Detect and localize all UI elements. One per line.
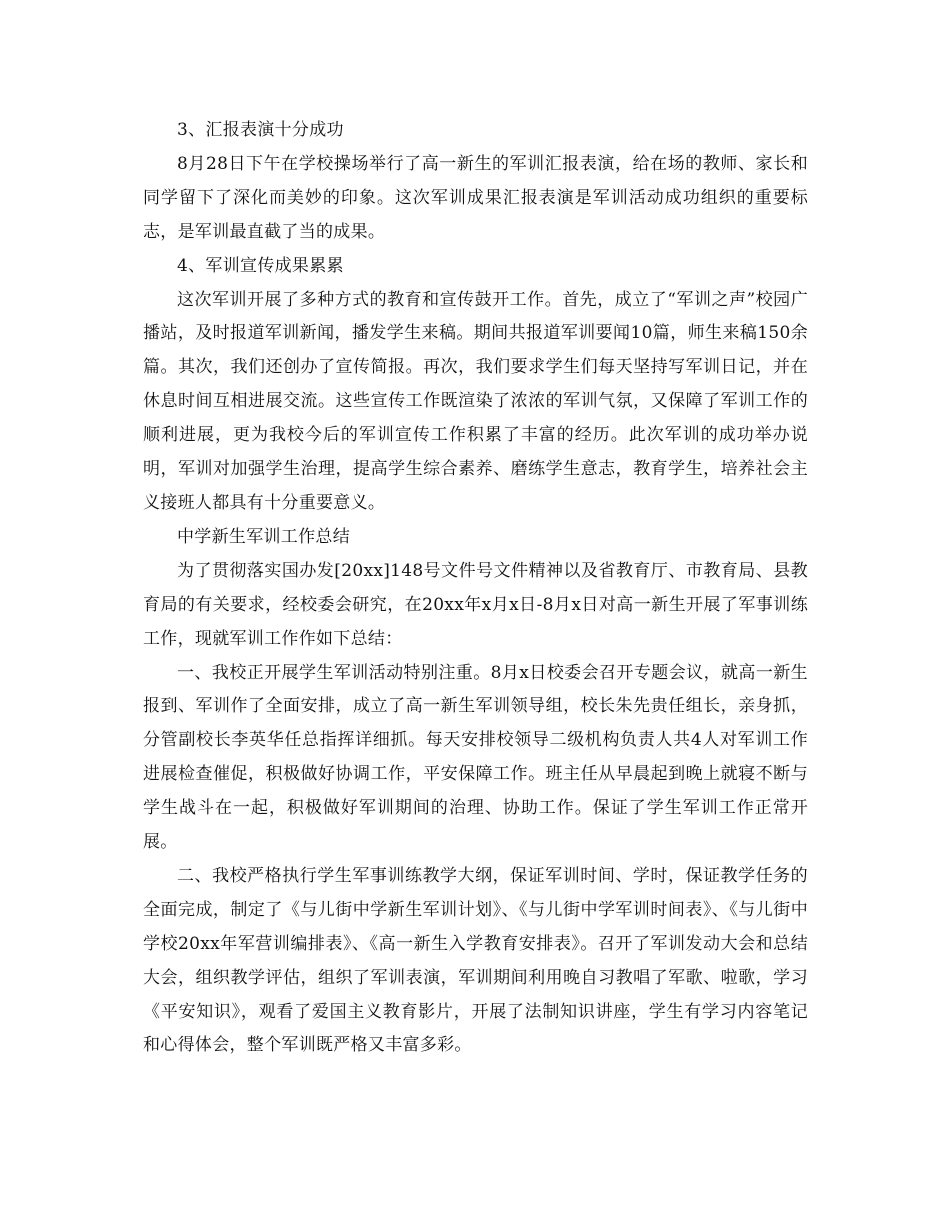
paragraph-introduction: 为了贯彻落实国办发[20xx]148号文件号文件精神以及省教育厅、市教育局、县教育局的有关要求，经校委会研究，在20xx年x月x日-8月x日对高一新生开展了军事训练工作，现就军训工作作如下总结： [143,560,808,649]
paragraph-publicity: 这次军训开展了多种方式的教育和宣传鼓开工作。首先，成立了“军训之声”校园广播站，及时报道军训新闻，播发学生来稿。期间共报道军训要闻10篇，师生来稿150余篇。其次，我们还创办了宣传简报。再次，我们要求学生们每天坚持写军训日记，并在休息时间互相进展交流。这些宣传工作既渲染了浓浓的军训气氛，又保障了军训工作的顺利进展，更为我校今后的军训宣传工作积累了丰富的经历。此次军训的成功举办说明，军训对加强学生治理，提高学生综合素养、磨练学生意志，教育学生，培养社会主义接班人都具有十分重要意义。 [143,289,808,513]
section-heading-4: 4、军训宣传成果累累 [177,255,344,276]
section-heading-3: 3、汇报表演十分成功 [177,120,344,140]
paragraph-point-one: 一、我校正开展学生军训活动特别注重。8月x日校委会召开专题会议，就高一新生报到、军训作了全面安排，成立了高一新生军训领导组，校长朱先贵任组长，亲身抓，分管副校长李英华任总指挥详细抓。每天安排校领导二级机构负责人共4人对军训工作进展检查催促，积极做好协调工作，平安保障工作。班主任从早晨起到晚上就寝不断与学生战斗在一起，积极做好军训期间的治理、协助工作。保证了学生军训工作正常开展。 [143,662,808,853]
document-body [143,114,808,1063]
paragraph-point-two: 二、我校严格执行学生军事训练教学大纲，保证军训时间、学时，保证教学任务的全面完成，制定了《与儿街中学新生军训计划》、《与儿街中学军训时间表》、《与儿街中学校20xx年军营训编排表》、《高一新生入学教育安排表》。召开了军训发动大会和总结大会，组织教学评估，组织了军训表演，军训期间利用晚自习教唱了军歌、啦歌，学习《平安知识》，观看了爱国主义教育影片，开展了法制知识讲座，学生有学习内容笔记和心得体会，整个军训既严格又丰富多彩。 [143,865,808,1056]
paragraph-report-performance: 8月28日下午在学校操场举行了高一新生的军训汇报表演，给在场的教师、家长和同学留下了深化而美妙的印象。这次军训成果汇报表演是军训活动成功组织的重要标志，是军训最直截了当的成果。 [143,153,808,242]
document-subtitle: 中学新生军训工作总结 [177,526,350,547]
